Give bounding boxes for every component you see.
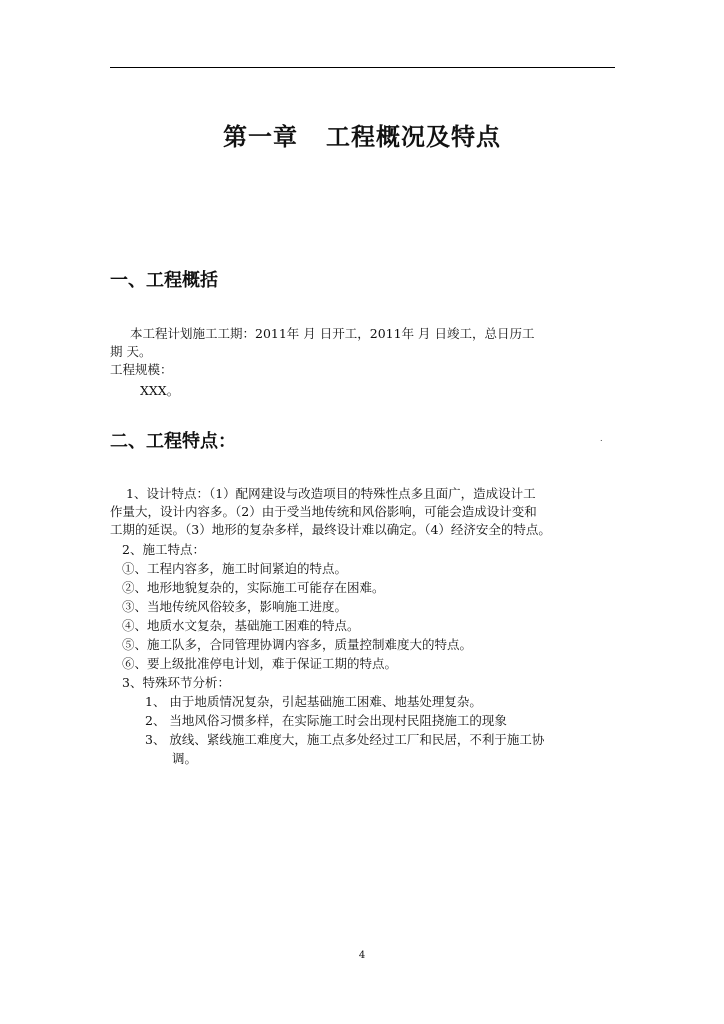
paragraph-line: 期 天。 bbox=[110, 344, 152, 359]
paragraph-line: 工期的延误。（3）地形的复杂多样，最终设计难以确定。（4）经济安全的特点。 bbox=[110, 522, 551, 537]
list-item: ③、当地传统风俗较多，影响施工进度。 bbox=[122, 599, 348, 614]
list-item: ①、工程内容多，施工时间紧迫的特点。 bbox=[122, 561, 348, 576]
section-heading-overview: 一、工程概括 bbox=[110, 270, 218, 291]
list-item-continuation: 调。 bbox=[172, 751, 198, 766]
list-item: 2、施工特点： bbox=[122, 542, 205, 557]
list-item: 2、 当地风俗习惯多样，在实际施工时会出现村民阻挠施工的现象 bbox=[145, 713, 507, 728]
paragraph-line: 工程规模： bbox=[110, 362, 173, 377]
list-item: ⑤、施工队多，合同管理协调内容多，质量控制难度大的特点。 bbox=[122, 637, 473, 652]
stray-dot: . bbox=[600, 434, 603, 443]
section-heading-features: 二、工程特点： bbox=[110, 431, 236, 452]
list-item: 1、 由于地质情况复杂，引起基础施工困难、地基处理复杂。 bbox=[145, 694, 482, 709]
page-number: 4 bbox=[358, 950, 366, 961]
chapter-title: 第一章 工程概况及特点 bbox=[222, 123, 502, 151]
paragraph-line: XXX。 bbox=[140, 383, 180, 398]
list-item: ⑥、要上级批准停电计划，难于保证工期的特点。 bbox=[122, 656, 398, 671]
paragraph-line: 1、设计特点：（1）配网建设与改造项目的特殊性点多且面广，造成设计工 bbox=[126, 486, 536, 501]
list-item: ②、地形地貌复杂的，实际施工可能存在困难。 bbox=[122, 580, 385, 595]
list-item: 3、 放线、紧线施工难度大，施工点多处经过工厂和民居，不利于施工协 bbox=[145, 732, 545, 747]
list-item: ④、地质水文复杂，基础施工困难的特点。 bbox=[122, 618, 360, 633]
list-item: 3、特殊环节分析： bbox=[122, 675, 230, 690]
paragraph-line: 作量大，设计内容多。（2）由于受当地传统和风俗影响，可能会造成设计变和 bbox=[110, 504, 537, 519]
paragraph-line: 本工程计划施工工期：2011年 月 日开工，2011年 月 日竣工，总日历工 bbox=[130, 326, 535, 341]
header-rule bbox=[110, 67, 615, 68]
